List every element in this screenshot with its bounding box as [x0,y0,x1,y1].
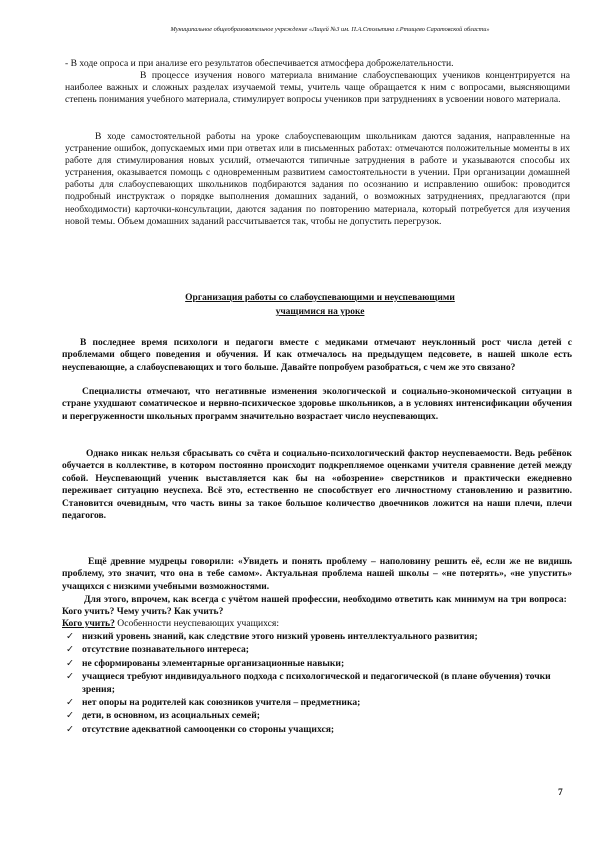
list-item: ✓ отсутствие адекватной самооценки со стороны учащихся; [66,723,335,735]
list-item: ✓ не сформированы элементарные организационные навыки; [66,657,345,669]
checkmark-icon: ✓ [66,723,75,735]
paragraph-specialists: Специалисты отмечают, что негативные изменения экологической и социально-экономической ситуации в стране ухудшают соматическое и нервно-психическое здоровье школьников, а в условиях интенсификации обучения и перегруженности школьных программ значительно возрастает число неуспевающих. [62,387,572,422]
paragraph-sages: Ещё древние мудрецы говорили: «Увидеть и понять проблему – наполовину решить её, если же не видишь проблему, это значит, что она в тебе самом». Актуальная проблема нашей школы – «не потерять», «не упустить» учащихся с низкими учебными возможностями. [62,557,572,592]
intro-line: - В ходе опроса и при анализе его результатов обеспечивается атмосфера доброжелательности. [65,58,454,69]
paragraph-study-material: В процессе изучения нового материала внимание слабоуспевающих учеников концентрируется на наиболее важных и сложных разделах изучаемой темы, учитель чаще обращается к ним с вопросами, выясняющими степень понимания учебного материала, стимулирует вопросы учеников при затруднениях в усвоении нового материала. [65,70,570,106]
paragraph-intro: В последнее время психологи и педагоги вместе с медиками отмечают неуклонный рост числа детей с проблемами общего поведения и обучения. И как отмечалось на предыдущем педсовете, в нашей школе есть неуспевающие, а слабоуспевающих и того больше. Давайте попробуем разобраться, с чем же это связано? [62,338,572,373]
section-title-line2: учащимися на уроке [275,307,365,317]
checkmark-icon: ✓ [66,710,75,722]
who-to-teach-label: Кого учить? [62,618,115,629]
list-item: ✓ низкий уровень знаний, как следствие этого низкий уровень интеллектуального развития; [66,631,478,642]
checkmark-icon: ✓ [66,631,75,642]
who-to-teach [62,618,572,630]
who-to-teach-text: Особенности неуспевающих учащихся: [114,618,279,629]
list-item: ✓ дети, в основном, из асоциальных семей; [66,710,260,722]
list-item: ✓ отсутствие познавательного интереса; [66,644,249,656]
three-questions-text: Для этого, впрочем, как всегда с учётом нашей профессии, необходимо ответить как минимум на три вопроса: [84,595,567,605]
page-header: Муниципальное общеобразовательное учреждение «Лицей №3 им. П.А.Столыпина г.Ртищево Саратовской области» [170,26,490,33]
list-item: ✓ учащиеся требуют индивидуального подхода с психологической и педагогической (в плане обучения) точки зрения; [66,671,551,695]
three-questions: Кого учить? Чему учить? Как учить? [62,607,224,618]
paragraph-independent-work: В ходе самостоятельной работы на уроке слабоуспевающим школьникам даются задания, направленные на устранение ошибок, допускаемых ими при ответах или в письменных работах: отмечаются положительные моменты в их работе для стимулирования новых усилий, отмечаются типичные затруднения в работе и указываются способы их устранения, оказывается помощь с одновременным развитием самостоятельности в учении. При организации домашней работы для слабоуспевающих школьников подбираются задания по осознанию и исправлению ошибок: проводится подробный инструктаж о порядке выполнения домашних заданий, о возможных затруднениях, предлагаются (при необходимости) карточки-консультации, даются задания по повторению материала, который потребуется для изучения новой темы. Объем домашних заданий рассчитывается так, чтобы не допустить перегрузок. [65,131,570,227]
page-number: 7 [558,788,563,798]
checkmark-icon: ✓ [66,671,75,683]
checkmark-icon: ✓ [66,644,75,656]
checkmark-icon: ✓ [66,697,75,709]
section-title-line1: Организация работы со слабоуспевающими и неуспевающими [185,293,455,303]
list-item: ✓ нет опоры на родителей как союзников учителя – предметника; [66,697,361,709]
paragraph-three-questions [62,594,572,619]
checkmark-icon: ✓ [66,657,75,669]
features-list [62,631,574,737]
paragraph-social-factor: Однако никак нельзя сбрасывать со счёта и социально-психологический фактор неуспеваемости. Ведь ребёнок обучается в коллективе, в котором постоянно происходит подкрепляемое оценками учителя сравнение детей между собой. Неуспевающий ученик выставляется как бы на «обозрение» сверстников и практически ежедневно переживает ситуацию неуспеха. Всё это, естественно не способствует его личностному становлению и развитию. Становится очевидным, что часть вины за такое большое количество двоечников ложится на наши плечи, плечи педагогов. [62,449,572,522]
